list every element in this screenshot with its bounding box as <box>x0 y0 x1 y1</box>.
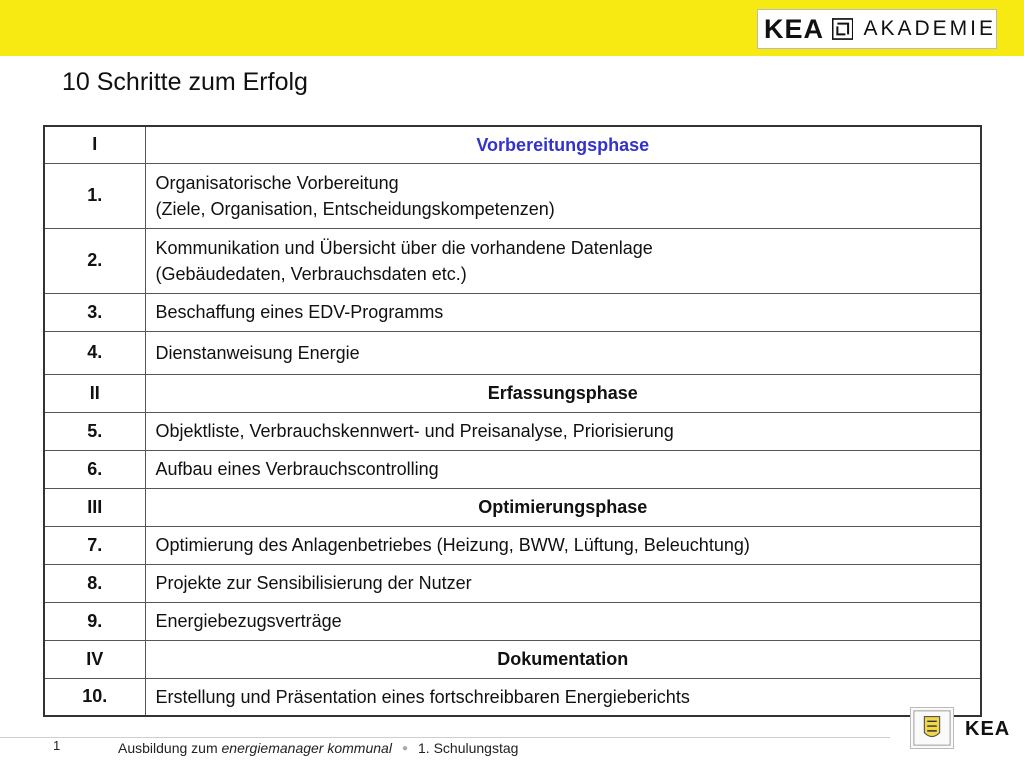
footer-bullet-icon: ● <box>401 743 408 754</box>
step-description-line: Dienstanweisung Energie <box>155 342 360 363</box>
phase-title: Vorbereitungsphase <box>145 126 981 163</box>
step-description <box>145 564 981 602</box>
phase-row <box>44 126 981 163</box>
step-number: 10. <box>44 678 145 716</box>
phase-number: IV <box>44 640 145 678</box>
phase-title: Optimierungsphase <box>145 488 981 526</box>
step-description-detail: (Gebäudedaten, Verbrauchsdaten etc.) <box>155 263 467 284</box>
phase-number: II <box>44 374 145 412</box>
step-number: 4. <box>44 331 145 374</box>
step-row <box>44 331 981 374</box>
step-row <box>44 526 981 564</box>
step-row <box>44 450 981 488</box>
phase-number: III <box>44 488 145 526</box>
footer-text-italic: energiemanager kommunal <box>221 740 392 756</box>
footer-kea-logo <box>910 705 1016 749</box>
step-row <box>44 228 981 293</box>
step-description-line: Energiebezugsverträge <box>155 611 342 631</box>
step-description-line: Objektliste, Verbrauchskennwert- und Preisanalyse, Priorisierung <box>155 421 674 441</box>
phase-row <box>44 374 981 412</box>
step-description <box>145 163 981 228</box>
logo-kea-text: KEA <box>764 13 825 44</box>
state-seal-icon <box>910 707 954 749</box>
page-number: 1 <box>53 738 61 753</box>
step-row <box>44 564 981 602</box>
slide-title: 10 Schritte zum Erfolg <box>62 68 308 96</box>
phase-title: Dokumentation <box>145 640 981 678</box>
step-description <box>145 331 981 374</box>
step-number: 7. <box>44 526 145 564</box>
step-description-line: Aufbau eines Verbrauchscontrolling <box>155 459 439 479</box>
footer-text-suffix: 1. Schulungstag <box>418 740 519 756</box>
footer-text <box>118 740 518 756</box>
step-number: 3. <box>44 293 145 331</box>
step-description-detail: (Ziele, Organisation, Entscheidungskompetenzen) <box>155 198 555 219</box>
step-row <box>44 163 981 228</box>
step-row <box>44 602 981 640</box>
step-description-line: Kommunikation und Übersicht über die vorhandene Datenlage <box>155 237 653 258</box>
step-number: 2. <box>44 228 145 293</box>
step-number: 5. <box>44 412 145 450</box>
step-description-line: Organisatorische Vorbereitung <box>155 172 399 193</box>
step-row <box>44 293 981 331</box>
steps-table <box>43 125 982 717</box>
step-description-line: Beschaffung eines EDV-Programms <box>155 302 444 322</box>
step-description <box>145 678 981 716</box>
step-row <box>44 678 981 716</box>
logo-bracket-icon <box>832 13 853 45</box>
footer-divider <box>0 737 890 738</box>
step-description-line: Projekte zur Sensibilisierung der Nutzer <box>155 573 472 593</box>
step-number: 1. <box>44 163 145 228</box>
step-number: 9. <box>44 602 145 640</box>
step-description <box>145 412 981 450</box>
step-description <box>145 293 981 331</box>
logo-akademie-text: AKADEMIE <box>863 17 996 40</box>
step-number: 6. <box>44 450 145 488</box>
step-description-line: Optimierung des Anlagenbetriebes (Heizung, BWW, Lüftung, Beleuchtung) <box>155 535 750 555</box>
footer-kea-text: KEA <box>965 718 1011 740</box>
step-description <box>145 228 981 293</box>
phase-number: I <box>44 126 145 163</box>
kea-akademie-logo <box>757 9 997 49</box>
phase-row <box>44 488 981 526</box>
step-description <box>145 526 981 564</box>
step-description <box>145 450 981 488</box>
phase-title: Erfassungsphase <box>145 374 981 412</box>
footer-text-prefix: Ausbildung zum <box>118 740 222 756</box>
step-row <box>44 412 981 450</box>
step-description <box>145 602 981 640</box>
step-number: 8. <box>44 564 145 602</box>
step-description-line: Erstellung und Präsentation eines fortschreibbaren Energieberichts <box>155 686 690 707</box>
phase-row <box>44 640 981 678</box>
